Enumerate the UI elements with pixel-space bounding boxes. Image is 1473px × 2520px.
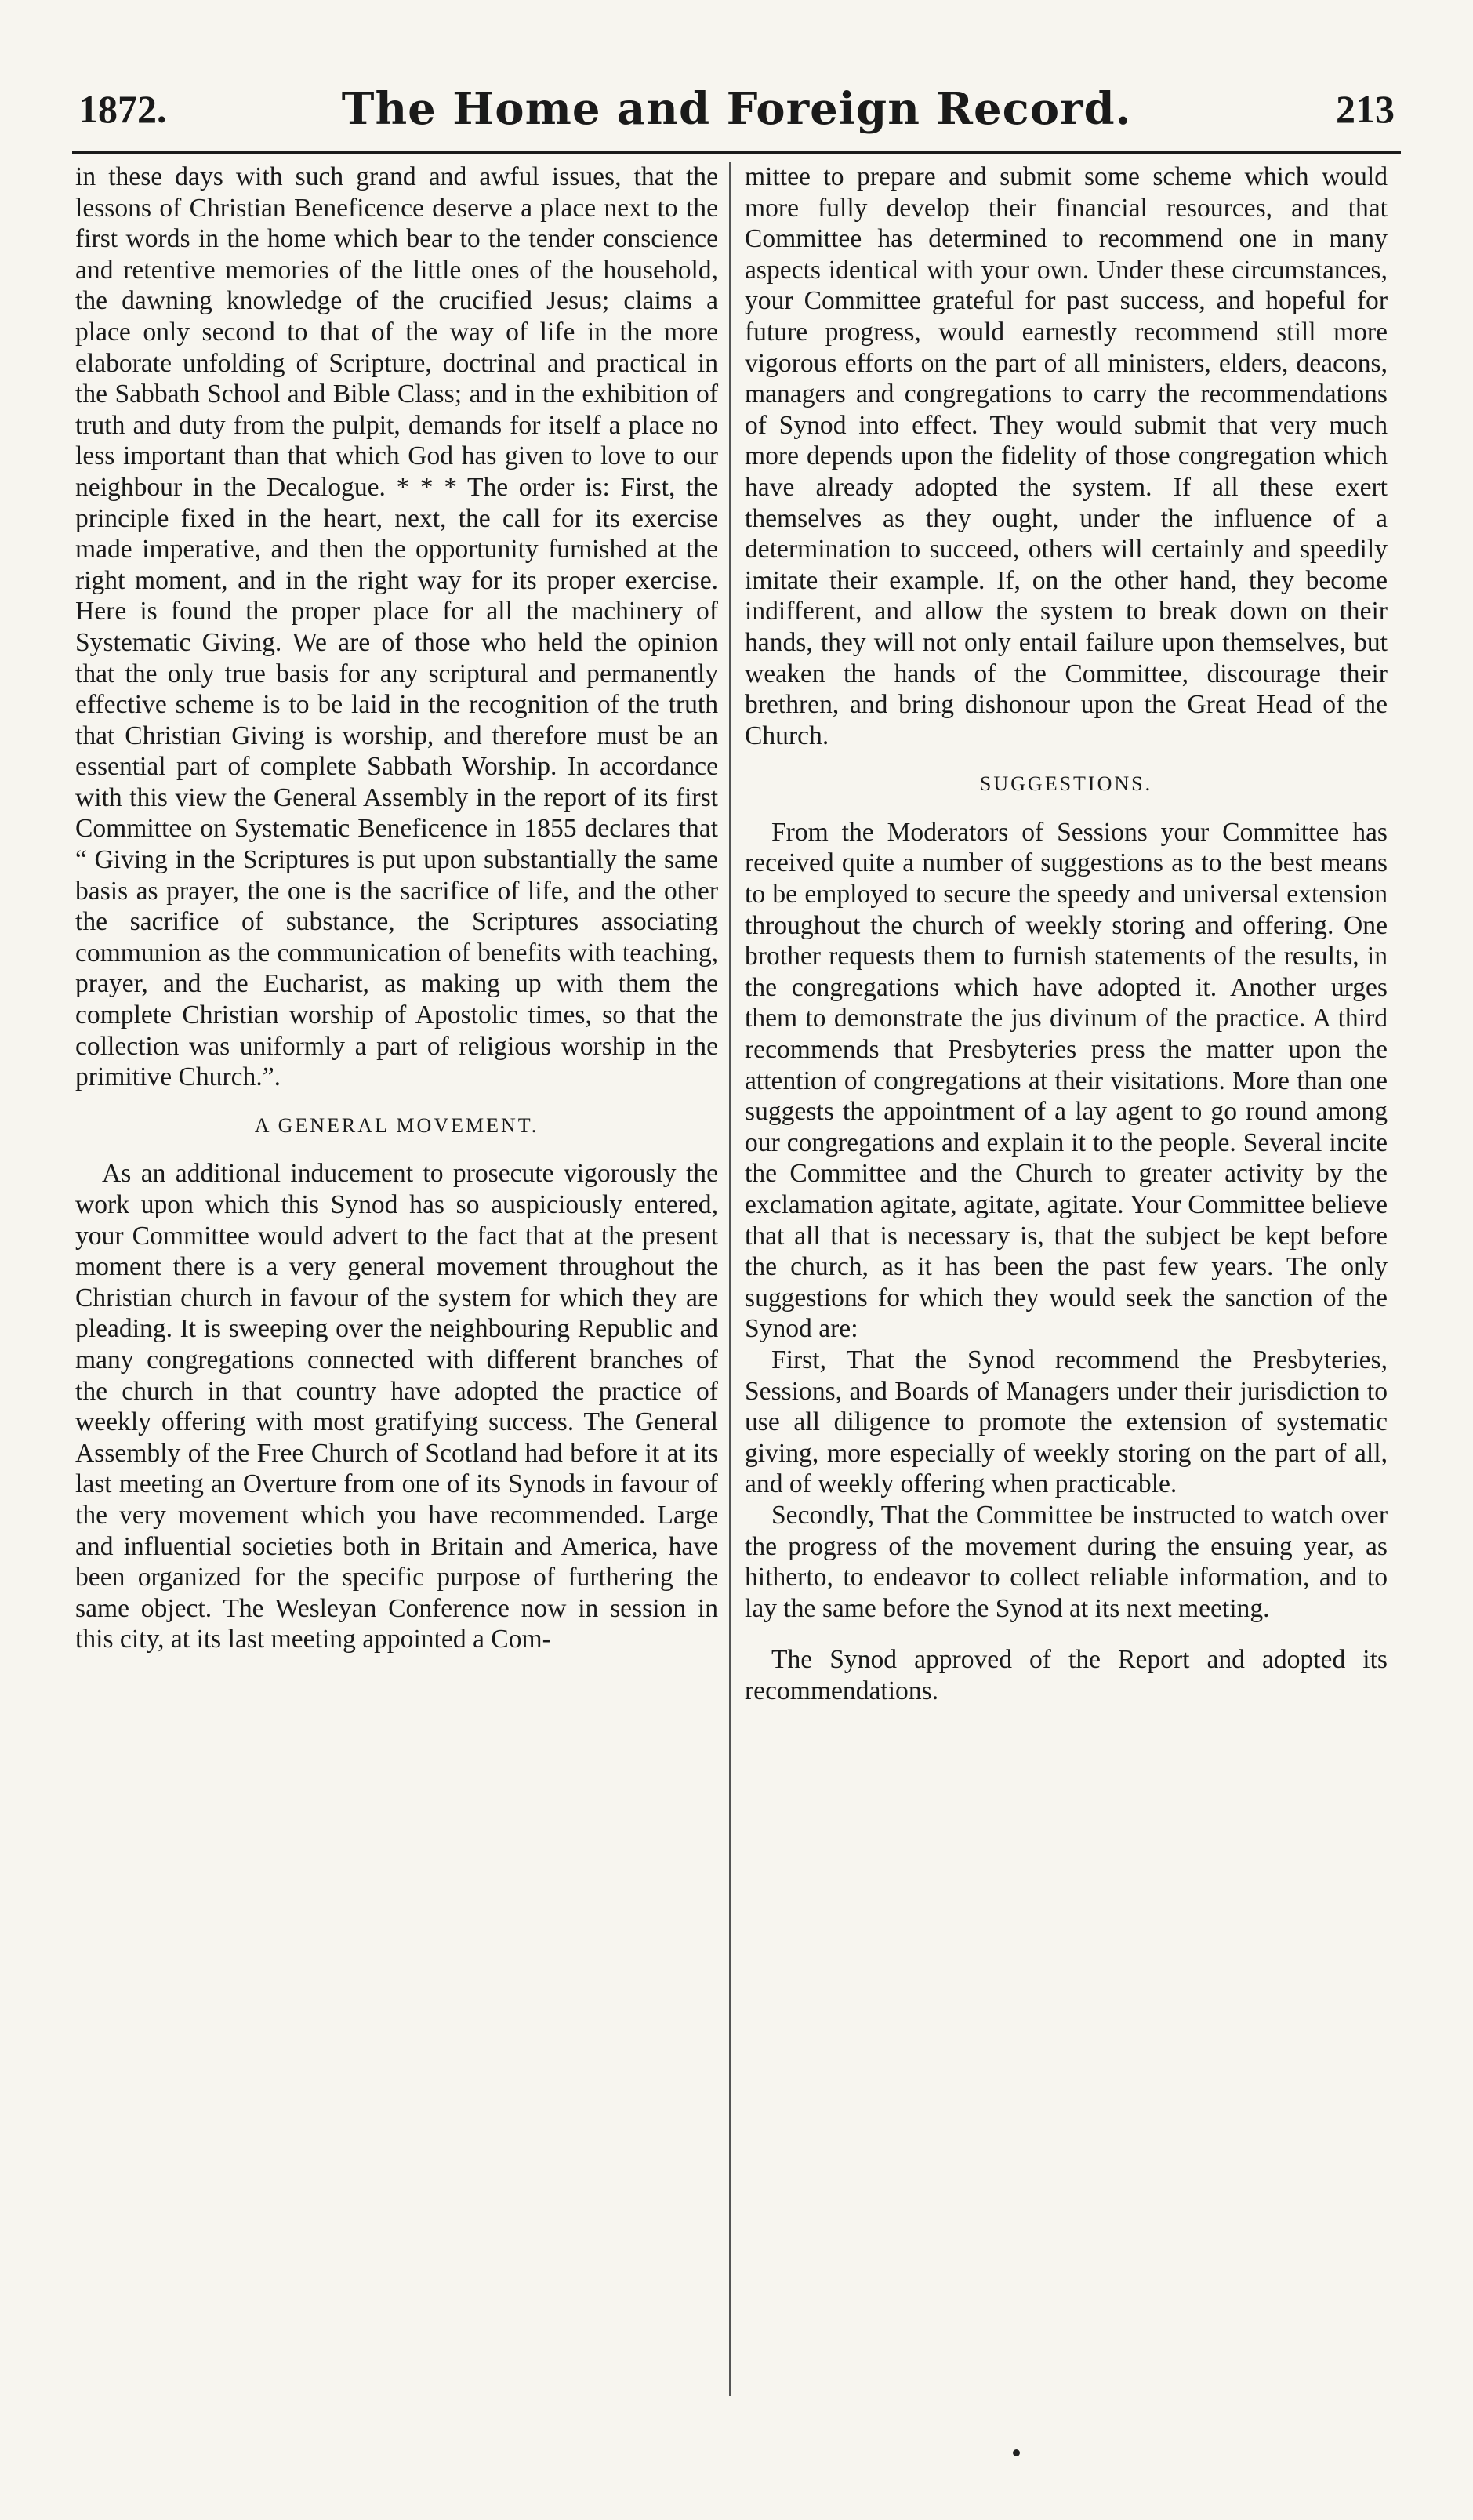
right-paragraph-5: The Synod approved of the Report and adopted its recommendations. <box>745 1645 1388 1705</box>
header-title: The Home and Foreign Record. <box>341 83 1132 135</box>
right-paragraph-1: mittee to prepare and submit some scheme which would more fully develop their financial resources, and that Committee has determined to recommend one in many aspects identical with your own. Under these circumstances, your Committee grateful for past success, and hopeful for future progress, would earnestly recommend still more vigorous efforts on the part of all ministers, elders, deacons, managers and congregations to carry the recommendations of Synod into effect. They would submit that very much more depends upon the fidelity of those congregation which have already adopted the system. If all these exert themselves as they ought, under the influence of a determination to succeed, others will certainly and speedily imitate their example. If, on the other hand, they become indifferent, and allow the system to break down on their hands, they will not only entail failure upon themselves, but weaken the hands of the Committee, discourage their brethren, and bring dishonour upon the Great Head of the Church. <box>745 162 1388 750</box>
left-paragraph-1: in these days with such grand and awful issues, that the lessons of Christian Beneficence deserve a place next to the first words in the home which bear to the tender conscience and retentive memories of the little ones of the household, the dawning knowledge of the crucified Jesus; claims a place only second to that of the way of life in the more elaborate unfolding of Scripture, doctrinal and practical in the Sabbath School and Bible Class; and in the exhibition of truth and duty from the pulpit, demands for itself a place no less important than that which God has given to love to our neighbour in the Decalogue. * * * The order is: First, the principle fixed in the heart, next, the call for its exercise made imperative, and then the opportunity furnished at the right moment, and in the right way for its proper exercise. Here is found the proper place for all the machinery of Systematic Giving. We are of those who held the opinion that the only true basis for any scriptural and permanently effective scheme is to be laid in the recognition of the truth that Christian Giving is worship, and therefore must be an essential part of complete Sabbath Worship. In accordance with this view the General Assembly in the report of its first Committee on Systematic Beneficence in 1855 declares that “ Giving in the Scriptures is put upon substantially the same basis as prayer, the one is the sacrifice of life, and the other the sacrifice of substance, the Scriptures associating communion as the communication of benefits with teaching, prayer, and the Eucharist, as making up with them the complete Christian worship of Apostolic times, so that the collection was uniformly a part of religious worship in the primitive Church.”. <box>75 162 718 1092</box>
right-column <box>745 162 1388 1707</box>
section-heading-general-movement: A GENERAL MOVEMENT. <box>254 1113 539 1137</box>
right-paragraph-2: From the Moderators of Sessions your Committee has received quite a number of suggestions as to the best means to be employed to secure the speedy and universal extension throughout the church of weekly storing and offering. One brother requests them to furnish statements of the results, in the congregations which have adopted it. Another urges them to demonstrate the jus divinum of the practice. A third recommends that Presbyteries press the matter upon the attention of congregations at their visitations. More than one suggests the appointment of a lay agent to go round among our congregations and explain it to the people. Several incite the Committee and the Church to greater activity by the exclamation agitate, agitate, agitate. Your Committee believe that all that is necessary is, that the subject be kept before the church, as it has been the past few years. The only suggestions for which they would seek the sanction of the Synod are: <box>745 817 1388 1344</box>
section-heading-suggestions: SUGGESTIONS. <box>979 772 1153 796</box>
right-paragraph-3: First, That the Synod recommend the Presbyteries, Sessions, and Boards of Managers under their jurisdiction to use all diligence to promote the extension of systematic giving, more especially of weekly storing on the part of all, and of weekly offering when practicable. <box>745 1345 1388 1499</box>
left-column <box>75 162 718 1655</box>
header-year: 1872. <box>78 87 167 131</box>
header-rule <box>72 151 1401 154</box>
left-paragraph-2: As an additional inducement to prosecute vigorously the work upon which this Synod has so auspiciously entered, your Committee would advert to the fact that at the present moment there is a very general movement throughout the Christian church in favour of the system for which they are pleading. It is sweeping over the neighbouring Republic and many congregations connected with different branches of the church in that country have adopted the practice of weekly offering with most gratifying success. The General Assembly of the Free Church of Scotland had before it at its last meeting an Overture from one of its Synods in favour of the very movement which you have recommended. Large and influential societies both in Britain and America, have been organized for the specific purpose of furthering the same object. The Wesleyan Conference now in session in this city, at its last meeting appointed a Com- <box>75 1159 718 1654</box>
header-page-number: 213 <box>1336 87 1395 131</box>
right-paragraph-4: Secondly, That the Committee be instructed to watch over the progress of the movement during the ensuing year, as hitherto, to endeavor to collect reliable information, and to lay the same before the Synod at its next meeting. <box>745 1500 1388 1623</box>
column-divider <box>729 162 731 2396</box>
page-mark <box>1013 2449 1020 2456</box>
page-header <box>72 78 1401 149</box>
